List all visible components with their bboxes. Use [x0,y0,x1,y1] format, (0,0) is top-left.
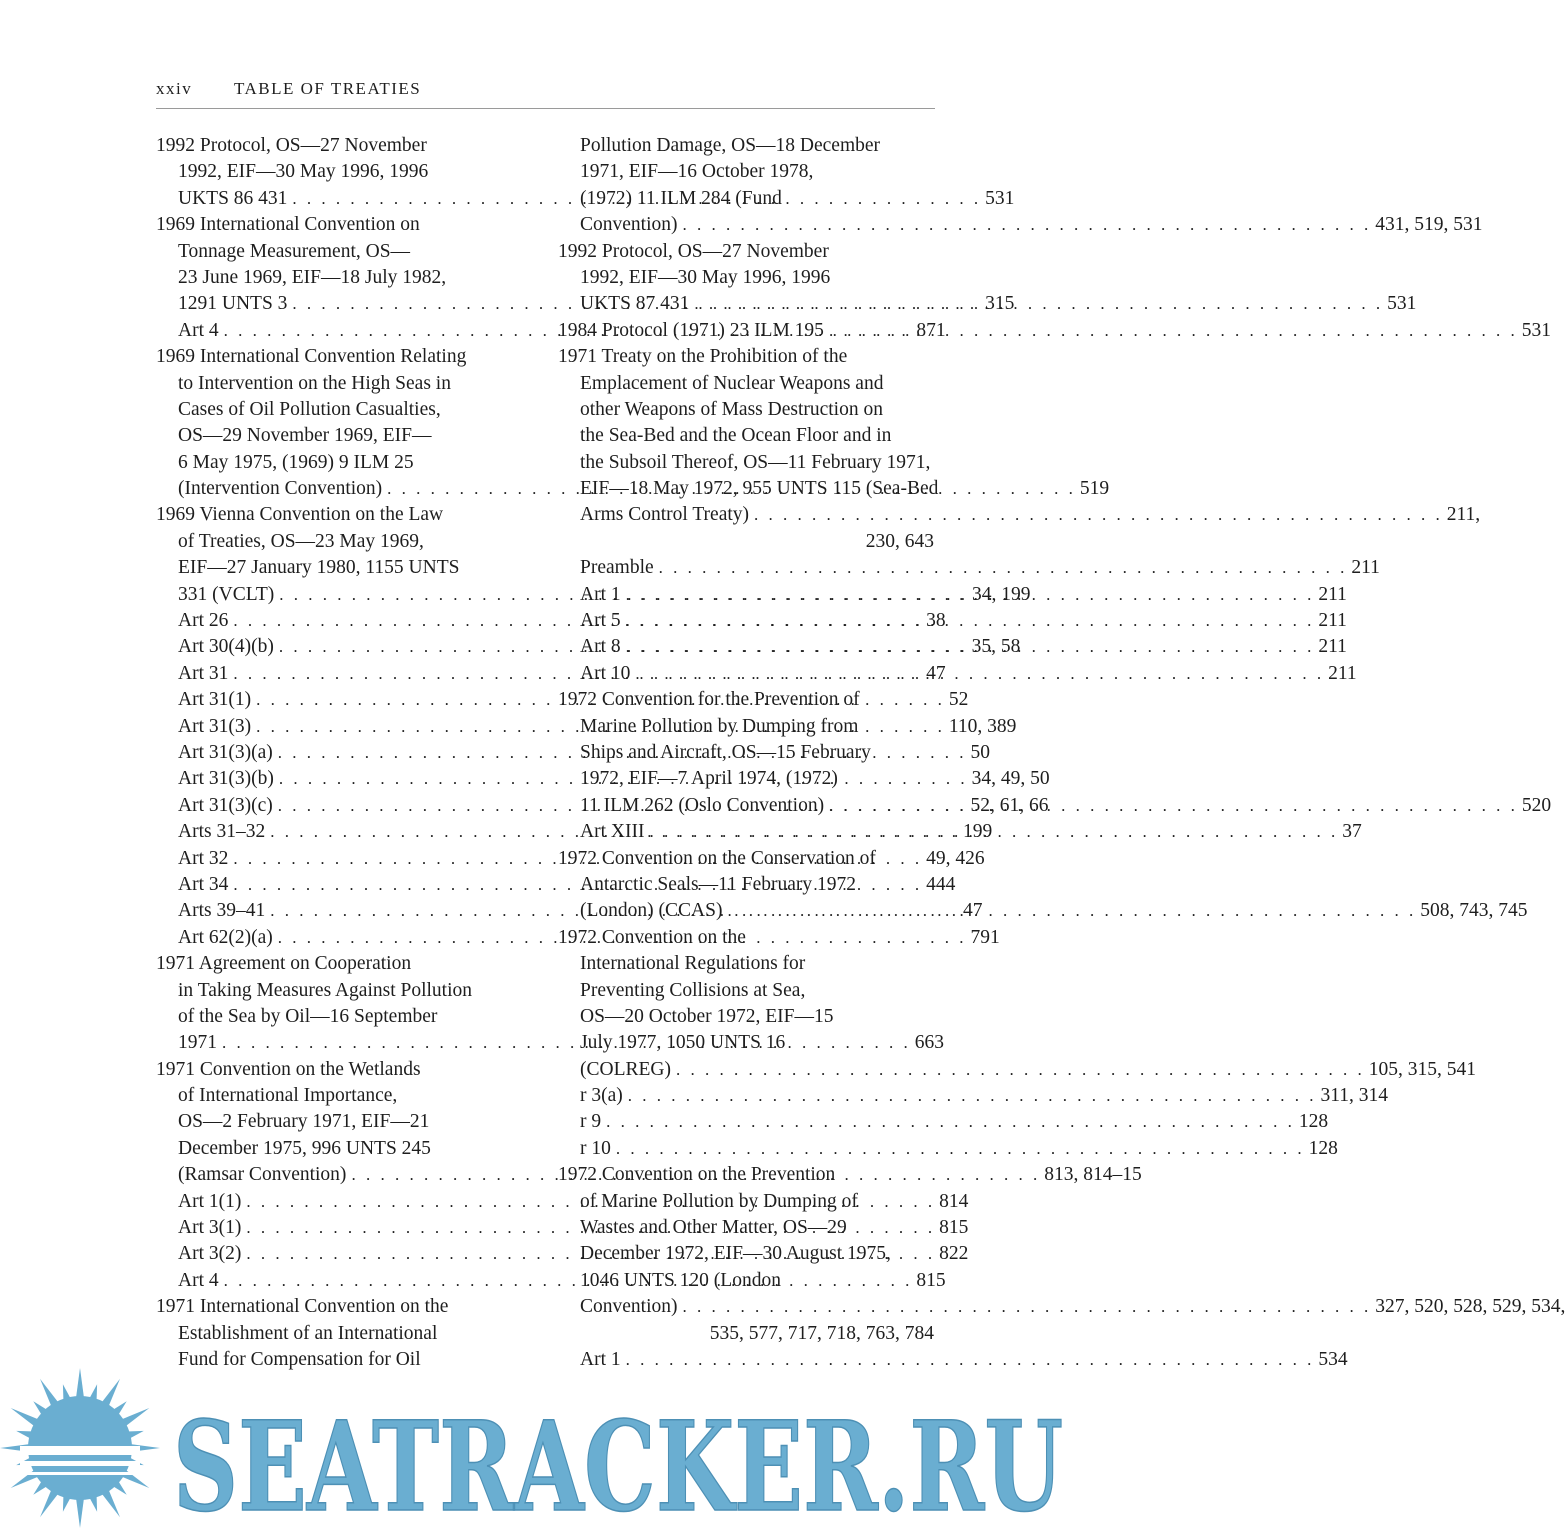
page-reference: 444 [926,873,956,895]
entry-text: Arms Control Treaty) [580,504,750,526]
page-reference: 211 [1328,662,1357,684]
entry-text: Art 30(4)(b) [178,636,274,658]
index-entry: of the Sea by Oil—16 September [178,1005,438,1027]
page-reference: 519 [1079,478,1110,500]
index-entry: EIF—18 May 1972, 955 UNTS 115 (Sea-Bed [580,478,939,500]
page-reference: 813, 814–15 [1044,1164,1142,1186]
watermark-logo [0,1378,1080,1534]
page-reference: 47 [962,900,983,922]
page-reference: 128 [1308,1137,1338,1159]
entry-text: 1971 [178,1032,217,1054]
index-entry: 1046 UNTS 120 (London [580,1269,781,1291]
index-entry: July 1977, 1050 UNTS 16 [580,1032,786,1054]
index-entry: International Regulations for [580,953,806,975]
page-reference: 34, 199 [971,583,1031,605]
entry-text: Art 10 [580,662,631,684]
page-reference: 38 [926,610,946,632]
index-entry: 1971 Treaty on the Prohibition of the [558,346,848,368]
index-entry: 1969 International Convention on [156,214,420,236]
entry-text: Art 4 [178,319,219,341]
page-reference: 663 [914,1032,944,1054]
entry-text: 11 ILM 262 (Oslo Convention) [580,794,825,816]
index-entry-page-continuation: 230, 643 [865,530,934,552]
index-entry [558,1083,1389,1109]
index-entry: OS—20 October 1972, EIF—15 [580,1005,834,1027]
page-reference: 211 [1318,610,1347,632]
index-entry: 1992, EIF—30 May 1996, 1996 [178,161,429,183]
entry-text: Art 31(1) [178,689,252,711]
entry-text: Arts 31–32 [178,821,266,843]
dot-leader [683,1294,1372,1320]
dot-leader [635,661,1324,687]
entry-text: Convention) [580,1296,678,1318]
index-entry: 1971, EIF—16 October 1978, [580,161,814,183]
page-title: TABLE OF TREATIES [234,79,422,98]
entry-text: Art 31(3)(a) [178,741,273,763]
dot-leader [659,555,1348,581]
entry-text: Arts 39–41 [178,900,266,922]
index-entry: Marine Pollution by Dumping from [580,715,859,737]
entry-text: 1984 Protocol (1971) 23 ILM 195 [558,319,824,341]
page-reference: 531 [1521,319,1551,341]
entry-text: Art 1 [580,583,621,605]
index-entry: Tonnage Measurement, OS— [178,240,411,262]
entry-text: r 9 [580,1111,602,1133]
entry-text: (Ramsar Convention) [178,1164,347,1186]
entry-text: 331 (VCLT) [178,583,275,605]
dot-leader [676,1057,1365,1083]
watermark-text: SEATRACKER.RU [173,1395,1063,1534]
page-reference: 508, 743, 745 [1420,900,1528,922]
entry-text: Art 1(1) [178,1190,242,1212]
dot-leader [626,1347,1315,1373]
page-reference: 531 [1387,293,1417,315]
index-entry: 1971 Convention on the Wetlands [156,1058,421,1080]
index-entry: December 1975, 996 UNTS 245 [178,1137,431,1159]
index-entry: (1972) 11 ILM 284 (Fund [580,187,782,209]
entry-text: Art 31(3)(b) [178,768,274,790]
sun-ray [76,1496,85,1528]
index-entry [558,212,1483,238]
page-reference: 50 [970,741,990,763]
entry-text: 1291 UNTS 3 [178,293,288,315]
index-entry: December 1972, EIF—30 August 1975, [580,1243,891,1265]
index-entry [558,1136,1338,1162]
page-reference: 814 [939,1190,969,1212]
index-entry: 1972 Convention on the Conservation of [558,847,876,869]
index-entry: of International Importance, [178,1085,398,1107]
index-entry: 1972 Convention on the Prevention [558,1164,836,1186]
index-entry [558,502,1481,528]
entry-text: Art 31 [178,662,229,684]
page-reference: 47 [926,662,946,684]
dot-leader [616,1136,1305,1162]
page-reference: 35, 58 [971,636,1021,658]
index-entry: to Intervention on the High Seas in [178,372,451,394]
index-entry: the Subsoil Thereof, OS—11 February 1971, [580,451,931,473]
index-entry: Antarctic Seals—11 February 1972 [580,873,856,895]
index-entry [558,1057,1476,1083]
page-reference: 520 [1521,794,1552,816]
entry-text: r 10 [580,1137,611,1159]
page-reference: 871 [916,319,946,341]
entry-text: Art XIII [580,821,645,843]
page-reference: 105, 315, 541 [1368,1058,1476,1080]
index-entry: Ships and Aircraft, OS—15 February [580,741,871,763]
entry-text: Art 26 [178,610,229,632]
index-entry: EIF—27 January 1980, 1155 UNTS [178,557,460,579]
index-entry [558,291,1417,317]
running-header [156,78,935,109]
entry-text: Art 34 [178,873,229,895]
page-reference: 315 [985,293,1015,315]
index-entry: OS—29 November 1969, EIF— [178,425,432,447]
sun-icon [0,1368,160,1528]
page-reference: 110, 389 [948,715,1017,737]
page-reference: 49, 426 [926,847,985,869]
page-reference: 311, 314 [1320,1085,1389,1107]
page-reference: 52 [948,689,969,711]
index-entry: OS—2 February 1971, EIF—21 [178,1111,430,1133]
index-entry: 1971 International Convention on the [156,1296,449,1318]
index-entry: of Treaties, OS—23 May 1969, [178,530,424,552]
page-reference: 128 [1298,1111,1329,1133]
page-reference: 211 [1318,583,1347,605]
index-entry: 1992, EIF—30 May 1996, 1996 [580,266,831,288]
entry-text: Art 5 [580,610,621,632]
entry-text: UKTS 86 431 [178,187,288,209]
index-entry: the Sea-Bed and the Ocean Floor and in [580,425,892,447]
dot-leader [626,608,1315,634]
page-reference: 37 [1342,821,1362,843]
index-entry: 1972, EIF—7 April 1974, (1972) [580,768,838,790]
index-entry: 1969 Vienna Convention on the Law [156,504,444,526]
dot-leader [727,898,1416,924]
index-entry: Pollution Damage, OS—18 December [580,135,881,156]
page-reference: 822 [939,1243,969,1265]
page-reference: 791 [970,926,1000,948]
dot-leader [683,212,1372,238]
index-entry: Establishment of an International [178,1322,438,1344]
entry-text: Art 3(1) [178,1217,242,1239]
index-entry: 1972 Convention on the [558,926,746,948]
page-reference: 211, [1446,504,1481,526]
page-reference: 34, 49, 50 [971,768,1050,790]
index-entry: 23 June 1969, EIF—18 July 1982, [178,266,447,288]
dot-leader [626,582,1315,608]
index-entry-page-continuation: 535, 577, 717, 718, 763, 784 [709,1322,934,1344]
entry-text: (COLREG) [580,1058,671,1080]
entry-text: Convention) [580,214,678,236]
index-entry: 1971 Agreement on Cooperation [156,953,412,975]
index-entry: Wastes and Other Matter, OS—29 [580,1217,847,1239]
index-entry [558,1347,1348,1373]
page-reference: 327, 520, 528, 529, 534, [1375,1296,1565,1318]
dot-leader [754,502,1443,528]
index-entry: other Weapons of Mass Destruction on [580,398,883,420]
entry-text: (London) (CCAS) [580,900,723,922]
entry-text: Preamble [580,557,654,579]
entry-text: Art 31(3)(c) [178,794,273,816]
entry-text: UKTS 87 431 [580,293,690,315]
entry-text: Art 4 [178,1269,219,1291]
index-entry [558,1294,1565,1320]
entry-text: Art 3(2) [178,1243,242,1265]
index-entry: Cases of Oil Pollution Casualties, [178,398,441,420]
index-entry [558,318,1551,344]
dot-leader [626,634,1315,660]
entry-text: Art 62(2)(a) [178,926,273,948]
entry-text: r 3(a) [580,1085,623,1107]
dot-leader [829,318,1518,344]
entry-text: (Intervention Convention) [178,478,383,500]
index-entry: 1972 Convention for the Prevention of [558,689,860,711]
sun-ray [76,1368,85,1400]
entry-text: Art 1 [580,1348,621,1370]
page-reference: 431, 519, 531 [1375,214,1483,236]
index-entry: in Taking Measures Against Pollution [178,979,473,1001]
dot-leader [694,291,1383,317]
index-entry: 1969 International Convention Relating [156,346,467,368]
index-entry [558,555,1380,581]
index-entry: Emplacement of Nuclear Weapons and [580,372,884,394]
index-entry: of Marine Pollution by Dumping of [580,1190,858,1212]
page-reference: 52, 61, 66 [970,794,1049,816]
index-entry: Preventing Collisions at Sea, [580,979,806,1001]
page-reference: 211 [1351,557,1380,579]
index-entry: 6 May 1975, (1969) 9 ILM 25 [178,451,414,473]
page-reference: 534 [1318,1348,1348,1370]
page-number: xxiv [156,79,193,98]
dot-leader [628,1083,1317,1109]
index-entry: 1992 Protocol, OS—27 November [156,135,427,156]
dot-leader [606,1109,1295,1135]
index-entry [558,1109,1329,1135]
entry-text: Art 8 [580,636,621,658]
page-reference: 531 [985,187,1015,209]
page-reference: 815 [939,1217,969,1239]
page-reference: 199 [962,821,993,843]
dot-leader [829,793,1518,819]
index-entry: Fund for Compensation for Oil [178,1348,421,1370]
page-reference: 815 [916,1269,946,1291]
page-reference: 211 [1318,636,1347,658]
entry-text: Art 32 [178,847,229,869]
entry-text: Art 31(3) [178,715,252,737]
index-entry: 1992 Protocol, OS—27 November [558,240,829,262]
dot-leader [649,819,1338,845]
